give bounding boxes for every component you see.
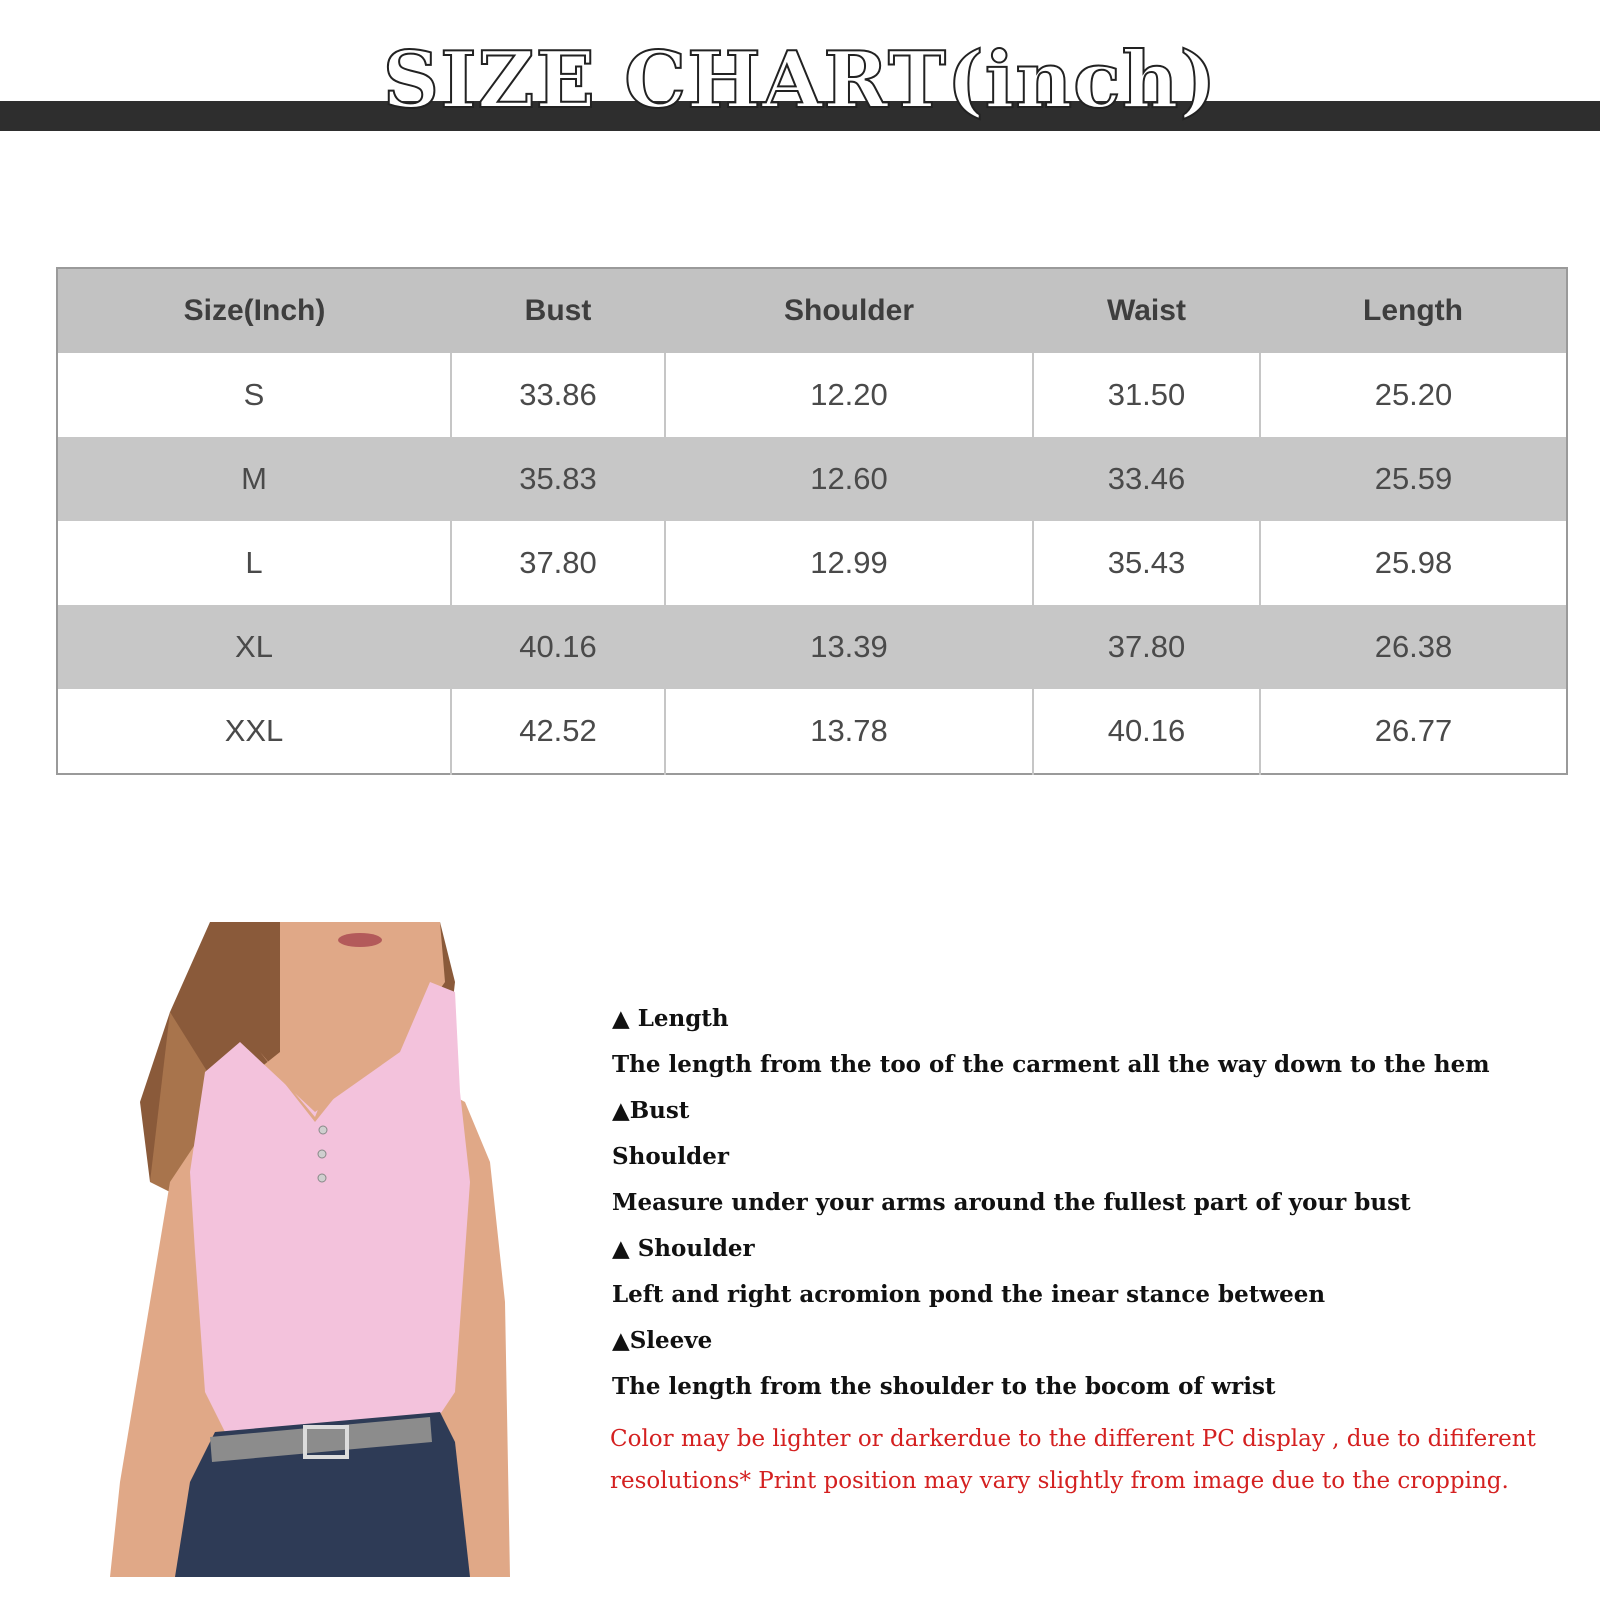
cell-length: 25.20 bbox=[1260, 353, 1567, 437]
guide-shoulder-text: Left and right acromion pond the inear stance between bbox=[612, 1281, 1326, 1308]
cell-waist: 37.80 bbox=[1033, 605, 1260, 689]
table-header-row bbox=[57, 268, 1567, 353]
cell-bust: 37.80 bbox=[451, 521, 665, 605]
cell-waist: 40.16 bbox=[1033, 689, 1260, 774]
table-row bbox=[57, 605, 1567, 689]
col-header-bust: Bust bbox=[451, 268, 665, 353]
page-title: SIZE CHART(inch) bbox=[382, 35, 1218, 126]
guide-length-heading: ▲ Length bbox=[612, 1005, 729, 1032]
guide-sleeve-heading: ▲Sleeve bbox=[612, 1327, 713, 1354]
table-row bbox=[57, 521, 1567, 605]
col-header-size: Size(Inch) bbox=[57, 268, 451, 353]
model-photo bbox=[110, 922, 510, 1577]
measurement-guide bbox=[612, 996, 1572, 1410]
cell-size: XL bbox=[57, 605, 451, 689]
color-disclaimer bbox=[610, 1418, 1570, 1502]
col-header-shoulder: Shoulder bbox=[665, 268, 1033, 353]
guide-bust-subheading: Shoulder bbox=[612, 1143, 729, 1170]
cell-size: M bbox=[57, 437, 451, 521]
size-table bbox=[56, 267, 1568, 775]
cell-bust: 40.16 bbox=[451, 605, 665, 689]
title-wrap bbox=[0, 35, 1600, 126]
guide-bust-heading: ▲Bust bbox=[612, 1097, 690, 1124]
disclaimer-line-2: resolutions* Print position may vary slightly from image due to the cropping. bbox=[610, 1468, 1509, 1494]
cell-bust: 42.52 bbox=[451, 689, 665, 774]
table-row bbox=[57, 353, 1567, 437]
table-row bbox=[57, 689, 1567, 774]
cell-waist: 35.43 bbox=[1033, 521, 1260, 605]
guide-bust-text: Measure under your arms around the fullest part of your bust bbox=[612, 1189, 1411, 1216]
cell-shoulder: 12.60 bbox=[665, 437, 1033, 521]
cell-size: S bbox=[57, 353, 451, 437]
cell-size: XXL bbox=[57, 689, 451, 774]
guide-shoulder-heading: ▲ Shoulder bbox=[612, 1235, 755, 1262]
disclaimer-line-1: Color may be lighter or darkerdue to the different PC display , due to dififerent bbox=[610, 1426, 1536, 1452]
col-header-length: Length bbox=[1260, 268, 1567, 353]
table-row bbox=[57, 437, 1567, 521]
cell-length: 26.77 bbox=[1260, 689, 1567, 774]
cell-length: 26.38 bbox=[1260, 605, 1567, 689]
cell-shoulder: 13.78 bbox=[665, 689, 1033, 774]
guide-sleeve-text: The length from the shoulder to the bocom of wrist bbox=[612, 1373, 1276, 1400]
cell-length: 25.98 bbox=[1260, 521, 1567, 605]
guide-length-text: The length from the too of the carment all the way down to the hem bbox=[612, 1051, 1490, 1078]
cell-bust: 35.83 bbox=[451, 437, 665, 521]
cell-length: 25.59 bbox=[1260, 437, 1567, 521]
cell-shoulder: 12.20 bbox=[665, 353, 1033, 437]
cell-size: L bbox=[57, 521, 451, 605]
cell-shoulder: 13.39 bbox=[665, 605, 1033, 689]
cell-waist: 33.46 bbox=[1033, 437, 1260, 521]
cell-bust: 33.86 bbox=[451, 353, 665, 437]
cell-waist: 31.50 bbox=[1033, 353, 1260, 437]
cell-shoulder: 12.99 bbox=[665, 521, 1033, 605]
col-header-waist: Waist bbox=[1033, 268, 1260, 353]
